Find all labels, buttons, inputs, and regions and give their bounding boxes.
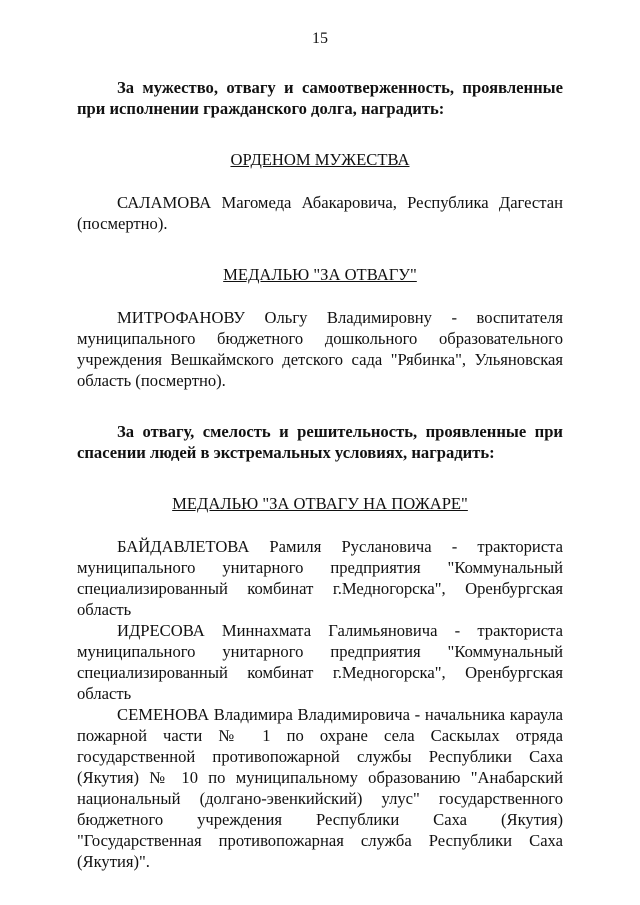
award-entry: СЕМЕНОВА Владимира Владимировича - начальника караула пожарной части № 1 по охране села Саскылах отряда государственной противопожарной службы Республики Саха (Якутия) № 10 по муниципальному образованию "Анабарский национальный (долгано-эвенкийский) улус" государственного бюджетного учреждения Республики Саха (Якутия) "Государственная противопожарная служба Республики Саха (Якутия)". <box>77 705 563 871</box>
award-title: ОРДЕНОМ МУЖЕСТВА <box>230 150 410 169</box>
decree-body <box>77 77 563 872</box>
award-title: МЕДАЛЬЮ "ЗА ОТВАГУ" <box>223 265 417 284</box>
award-entry: МИТРОФАНОВУ Ольгу Владимировну - воспитателя муниципального бюджетного дошкольного образовательного учреждения Вешкаймского детского сада "Рябинка", Ульяновская область (посмертно). <box>77 308 563 390</box>
award-entry: БАЙДАВЛЕТОВА Рамиля Руслановича - тракториста муниципального унитарного предприятия "Коммунальный специализированный комбинат г.Медногорска", Оренбургская область <box>77 537 563 619</box>
page-number: 15 <box>312 30 328 47</box>
section-intro: За отвагу, смелость и решительность, проявленные при спасении людей в экстремальных условиях, наградить: <box>77 422 563 462</box>
award-title: МЕДАЛЬЮ "ЗА ОТВАГУ НА ПОЖАРЕ" <box>172 494 468 513</box>
award-entry: ИДРЕСОВА Миннахмата Галимьяновича - тракториста муниципального унитарного предприятия "Коммунальный специализированный комбинат г.Медногорска", Оренбургская область <box>77 621 563 703</box>
section-intro: За мужество, отвагу и самоотверженность, проявленные при исполнении гражданского долга, наградить: <box>77 78 563 118</box>
award-entry: САЛАМОВА Магомеда Абакаровича, Республика Дагестан (посмертно). <box>77 193 563 233</box>
